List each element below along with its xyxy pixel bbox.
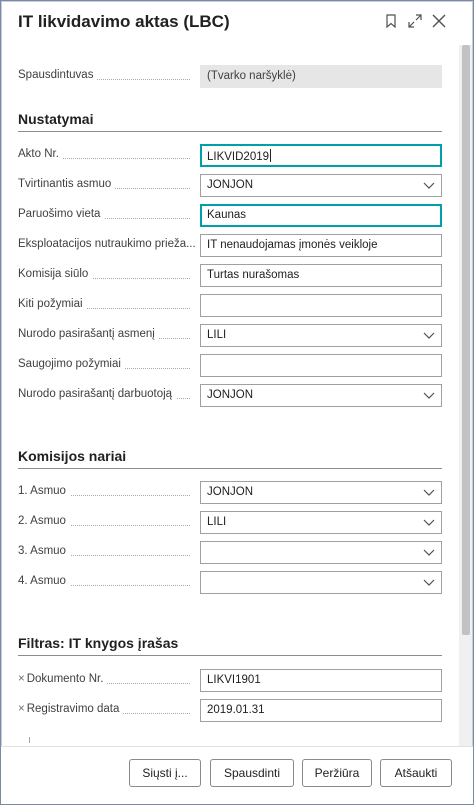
person-1-select[interactable]: JONJON xyxy=(200,481,442,504)
person-3-select[interactable] xyxy=(200,541,442,564)
print-button[interactable]: Spausdinti xyxy=(210,759,294,787)
field-row-person-4 xyxy=(18,571,442,594)
chevron-down-icon xyxy=(423,516,435,528)
dialog-content xyxy=(1,45,459,745)
posting-date-filter-input[interactable]: 2019.01.31 xyxy=(200,699,442,722)
field-row-signing-person xyxy=(18,324,442,347)
field-label: Tvirtinantis asmuo xyxy=(18,178,198,190)
close-icon[interactable] xyxy=(429,11,449,31)
vertical-scrollbar[interactable] xyxy=(459,45,472,747)
chevron-down-icon xyxy=(423,576,435,588)
storage-features-input[interactable] xyxy=(200,354,442,377)
chevron-down-icon xyxy=(423,389,435,401)
field-label: Kiti požymiai xyxy=(18,298,198,310)
printer-label: Spausdintuvas xyxy=(18,69,198,81)
printer-field[interactable]: (Tvarko naršyklė) xyxy=(200,65,442,88)
field-label: × Dokumento Nr. xyxy=(18,673,198,685)
send-to-button[interactable]: Siųsti į... xyxy=(129,759,201,787)
preview-button[interactable]: Peržiūra xyxy=(302,759,372,787)
person-2-select[interactable]: LILI xyxy=(200,511,442,534)
signing-person-select[interactable]: LILI xyxy=(200,324,442,347)
field-label: 2. Asmuo xyxy=(18,515,198,527)
termination-reason-input[interactable]: IT nenaudojamas įmonės veikloje xyxy=(200,234,442,257)
remove-filter-icon[interactable]: × xyxy=(18,673,25,685)
commission-section-heading: Komisijos nariai xyxy=(18,448,442,469)
field-label: Akto Nr. xyxy=(18,148,198,160)
printer-row xyxy=(18,65,442,88)
field-row-commission-suggests xyxy=(18,264,442,287)
chevron-down-icon xyxy=(423,179,435,191)
commission-suggests-input[interactable]: Turtas nurašomas xyxy=(200,264,442,287)
field-label: Paruošimo vieta xyxy=(18,208,198,220)
filter-row-document-no xyxy=(18,669,442,692)
settings-section-heading: Nustatymai xyxy=(18,111,442,132)
cancel-button[interactable]: Atšaukti xyxy=(380,759,452,787)
field-label: Komisija siūlo xyxy=(18,268,198,280)
field-row-approver xyxy=(18,174,442,197)
dialog-footer xyxy=(1,746,473,804)
other-features-input[interactable] xyxy=(200,294,442,317)
field-row-person-2 xyxy=(18,511,442,534)
title-bar xyxy=(1,1,473,45)
field-label: Saugojimo požymiai xyxy=(18,358,198,370)
filter-section-heading: Filtras: IT knygos įrašas xyxy=(18,635,442,656)
field-row-person-3 xyxy=(18,541,442,564)
field-label: Eksploatacijos nutraukimo prieža... xyxy=(18,238,198,250)
add-filter-marker xyxy=(29,737,30,743)
field-label: 1. Asmuo xyxy=(18,485,198,497)
remove-filter-icon[interactable]: × xyxy=(18,703,25,715)
scrollbar-thumb[interactable] xyxy=(462,45,470,635)
field-label: 4. Asmuo xyxy=(18,575,198,587)
field-label: × Registravimo data xyxy=(18,703,198,715)
field-label: 3. Asmuo xyxy=(18,545,198,557)
filter-row-posting-date xyxy=(18,699,442,722)
field-row-act-no xyxy=(18,144,442,167)
location-input[interactable]: Kaunas xyxy=(200,204,442,227)
field-row-storage-features xyxy=(18,354,442,377)
document-no-filter-input[interactable]: LIKVI1901 xyxy=(200,669,442,692)
person-4-select[interactable] xyxy=(200,571,442,594)
field-label: Nurodo pasirašantį asmenį xyxy=(18,328,198,340)
signing-employee-select[interactable]: JONJON xyxy=(200,384,442,407)
act-no-input[interactable]: LIKVID2019 xyxy=(200,144,442,167)
chevron-down-icon xyxy=(423,486,435,498)
dialog-title: IT likvidavimo aktas (LBC) xyxy=(18,12,230,31)
bookmark-icon[interactable] xyxy=(381,11,401,31)
field-label: Nurodo pasirašantį darbuotoją xyxy=(18,388,198,400)
field-row-other-features xyxy=(18,294,442,317)
field-row-location xyxy=(18,204,442,227)
field-row-signing-employee xyxy=(18,384,442,407)
field-row-person-1 xyxy=(18,481,442,504)
field-row-termination-reason xyxy=(18,234,442,257)
chevron-down-icon xyxy=(423,546,435,558)
approver-select[interactable]: JONJON xyxy=(200,174,442,197)
expand-icon[interactable] xyxy=(405,11,425,31)
chevron-down-icon xyxy=(423,329,435,341)
